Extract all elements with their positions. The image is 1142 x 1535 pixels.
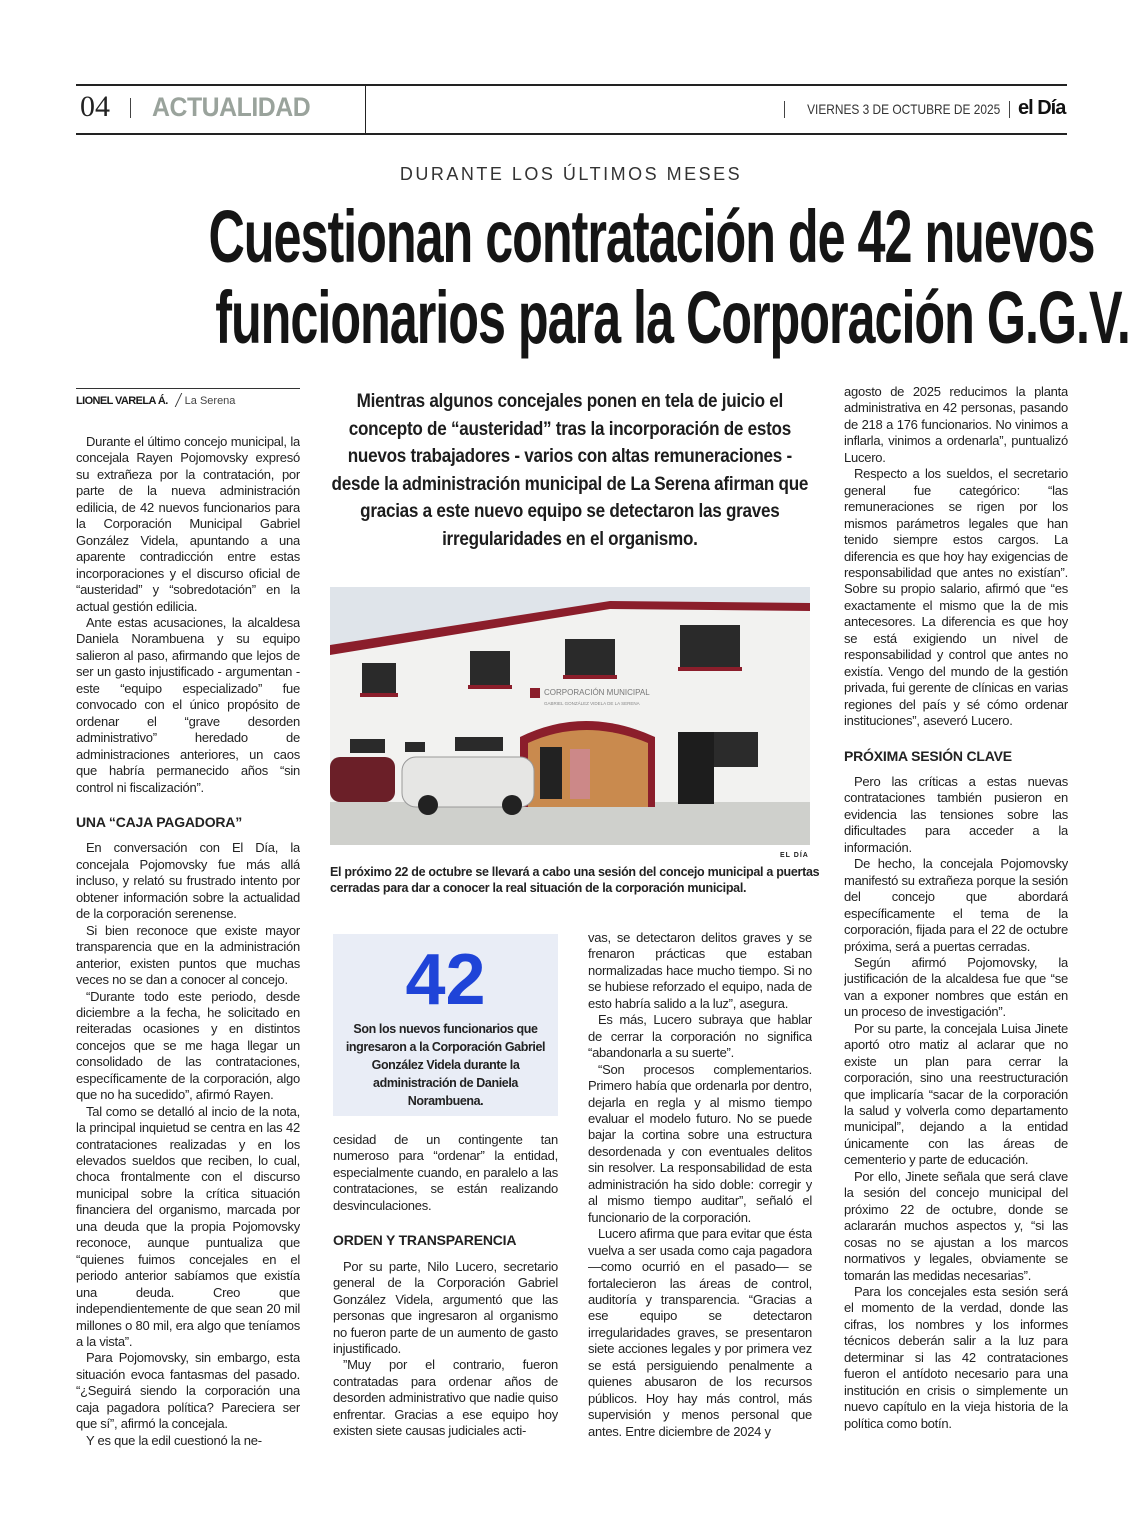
header-bottom-rule [76, 133, 1067, 135]
paragraph: cesidad de un contingente tan numeroso para “ordenar” la entidad, especialmente cuando, en paralelo a las contrataciones, se están realizando desvinculaciones. [333, 1132, 558, 1213]
paragraph: Según afirmó Pojomovsky, la justificación de la alcaldesa fue que “se van a exponer nombres que están en un proceso de investigación”. [844, 954, 1068, 1020]
paragraph: En conversación con El Día, la concejala Pojomovsky fue más allá incluso, y relató su frustrado intento por obtener información sobre la actualidad de la corporación serenense. [76, 840, 300, 922]
headline-line-2 [0, 278, 1142, 358]
pedestrian [540, 747, 562, 799]
paragraph: ”Muy por el contrario, fueron contratadas para ordenar años de desorden administrativo que nadie quiso enfrentar. Gracias a ese equipo hoy existen siete causas judiciales acti- [333, 1357, 558, 1439]
divider [130, 98, 131, 118]
header-vertical-rule [365, 84, 366, 134]
slash-divider [174, 393, 182, 407]
fact-number: 42 [405, 940, 486, 1020]
column-2 [333, 1132, 558, 1465]
paragraph: Para los concejales esta sesión será el momento de la verdad, donde las cifras, los nombres y los informes técnicos deberán salir a la luz para determinar si las 42 contrataciones fueron el antídoto necesario para una institución en crisis o simplemente un nuevo capítulo en la vieja historia de la política como botín. [844, 1284, 1068, 1431]
sign-text: CORPORACIÓN MUNICIPAL [544, 688, 650, 697]
paragraph: agosto de 2025 reducimos la planta administrativa en 42 personas, pasando de 218 a 176 funcionarios. No vinimos a inflarla, vinimos a ordenarla”, puntualizó Lucero. [844, 384, 1068, 465]
paragraph: Para Pojomovsky, sin embargo, esta situación evoca fantasmas del pasado. “¿Seguirá siendo la corporación una caja pagadora política? Pareciera ser que sí”, afirmó la concejala. [76, 1350, 300, 1432]
subhead: ORDEN Y TRANSPARENCIA [333, 1232, 517, 1249]
photo-credit: EL DÍA [780, 852, 809, 859]
door [678, 732, 714, 804]
paragraph: De hecho, la concejala Pojomovsky manifestó su extrañeza porque la sesión del concejo que abordará específicamente el tema de la corporación, fijada para el 22 de octubre próxima, será a puertas cerradas. [844, 856, 1068, 954]
header-top-rule [76, 84, 1067, 86]
paragraph: Por ello, Jinete señala que será clave la sesión del concejo municipal del próximo 22 de octubre, donde se aclararán muchos aspectos y, “si las cosas no se ajustan a los marcos normativos y legales, obviamente se tomarán las medidas necesarias”. [844, 1168, 1068, 1283]
section-title: ACTUALIDAD [152, 92, 311, 122]
subhead: PRÓXIMA SESIÓN CLAVE [844, 747, 1012, 764]
headline-text: funcionarios para la Corporación G.G.V. [215, 276, 1130, 359]
fact-text: Son los nuevos funcionarios que ingresaron a la Corporación Gabriel González Videla durante la administración de Daniela Norambuena. [345, 1022, 546, 1108]
paragraph: Si bien reconoce que existe mayor transparencia que en la administración anterior, existen puntos que muchas veces no se dan a conocer al concejo. [76, 922, 300, 988]
paragraph: Pero las críticas a estas nuevas contrataciones también pusieron en evidencia las tensiones sobre las dificultades para acceder a la información. [844, 773, 1068, 855]
paragraph: Y es que la edil cuestionó la ne- [86, 1432, 262, 1448]
building-photo [330, 587, 810, 845]
issue-date: VIERNES 3 DE OCTUBRE DE 2025 [806, 101, 1000, 117]
headline-text: Cuestionan contratación de 42 nuevos [208, 195, 1095, 278]
byline-author: LIONEL VARELA Á. [76, 395, 168, 407]
paragraph: Ante estas acusaciones, la alcaldesa Daniela Norambuena y su equipo salieron al paso, afirmando que lejos de ser un gasto injustificado - argumentan - este “equipo especializado” fue convocado con el único propósito de ordenar el “grave desorden administrativo” heredado de administraciones anteriores, un caos que habría permanecido años “sin control ni fiscalización”. [76, 614, 300, 795]
divider [784, 101, 785, 118]
byline [76, 388, 300, 407]
paragraph: Durante el último concejo municipal, la concejala Rayen Pojomovsky expresó su extrañeza por la contratación, por parte de la nueva administración edilicia, de 42 nuevos funcionarios para la Corporación Municipal Gabriel González Videla, apuntando a una aparente contradicción entre estas incorporaciones y el discurso oficial de “austeridad” y “sobredotación” en la actual gestión edilicia. [76, 434, 300, 614]
page-number: 04 [80, 90, 110, 123]
article-photo [330, 587, 810, 845]
newspaper-logo: el Día [1018, 97, 1066, 119]
byline-place: La Serena [184, 395, 236, 407]
red-car [330, 757, 395, 802]
pedestrian [570, 749, 590, 799]
sign-text: GABRIEL GONZÁLEZ VIDELA DE LA SERENA [544, 701, 640, 706]
subhead: UNA “CAJA PAGADORA” [76, 813, 243, 830]
paragraph: Lucero afirma que para evitar que ésta vuelva a ser usada como caja pagadora —como ocurrió en el pasado— se fortalecieron las áreas de control, auditoría y transparencia. “Gracias a ese equipo se detectaron irregularidades graves, se presentaron siete acciones legales y por primera vez se está persiguiendo penalmente a quienes abusaron de los recursos públicos. Hoy hay más control, más supervisión y menos personal que antes. Entre diciembre de 2024 y [588, 1226, 812, 1439]
paragraph: Es más, Lucero subraya que hablar de cerrar la corporación no significa “abandonarla a su suerte”. [588, 1012, 812, 1061]
column-3 [588, 930, 812, 1465]
paragraph: Por su parte, Nilo Lucero, secretario general de la Corporación Gabriel González Videla, argumentó que las personas que ingresaron al organismo no fueron parte de un aumento de gasto injustificado. [333, 1258, 558, 1356]
column-4 [844, 384, 1068, 1464]
headline-line-1 [0, 197, 1142, 277]
paragraph: “Son procesos complementarios. Primero había que ordenarla por dentro, dejarla en regla y al mismo tiempo evaluar el modelo futuro. No se puede bajar la cortina sobre una estructura desordenada y con eventuales delitos sin resolver. La responsabilidad de esta administración ha sido doble: corregir y al mismo tiempo auditar”, señaló el funcionario de la corporación. [588, 1061, 812, 1225]
paragraph: Tal como se detalló al incio de la nota, la principal inquietud se centra en las 42 contrataciones realizadas y en los elevados sueldos que reciben, lo cual, choca frontalmente con el discurso municipal sobre la crítica situación financiera del organismo, marcada por una deuda que la propia Pojomovsky reconoce, aunque puntualiza que “quienes fuimos concejales en el periodo anterior sabíamos que existía una deuda. Creo que independientemente de que sean 20 mil millones o 80 mil, era algo que teníamos a la vista”. [76, 1103, 300, 1350]
column-1 [76, 434, 300, 1464]
paragraph: vas, se detectaron delitos graves y se frenaron prácticas que estaban normalizadas hace mucho tiempo. Si no se hubiese reforzado el equipo, nada de esto habría salido a la luz”, asegura. [588, 930, 812, 1011]
lead-paragraph [330, 388, 810, 578]
fact-box [333, 934, 558, 1116]
kicker: DURANTE LOS ÚLTIMOS MESES [399, 164, 743, 184]
paragraph: Por su parte, la concejala Luisa Jinete aportó otro matiz al aclarar que no existe un plan para cerrar la corporación, sino una reestructuración que implicaría “sacar de la corporación la salud y volverla como departamento municipal”, dejando a la entidad únicamente con las áreas de cementerio y parte de educación. [844, 1020, 1068, 1168]
paragraph: Respecto a los sueldos, el secretario general fue categórico: “las remuneraciones se rigen por los mismos parámetros legales que han tenido siempre estos cargos. La diferencia es que hoy hay exigencias de responsabilidad que antes no existían”. Sobre su propio salario, afirmó que “es exactamente el mismo que la de mis antecesores. La diferencia es que hoy se está exigiendo un nivel de responsabilidad y control que antes no existía. Vengo del mundo de la gestión privada, fui gerente de clínicas en varias regiones del país y sé cómo ordenar instituciones”, aseveró Lucero. [844, 466, 1068, 729]
photo-caption: El próximo 22 de octubre se llevará a cabo una sesión del concejo municipal a puertas cerradas para dar a conocer la real situación de la corporación municipal. [330, 865, 820, 895]
sidewalk [330, 802, 810, 845]
divider [1009, 101, 1010, 118]
lead-text: Mientras algunos concejales ponen en tela de juicio el concepto de “austeridad” tras la incorporación de estos nuevos trabajadores - varios con altas remuneraciones - desde la administración municipal de La Serena afirman que gracias a este nuevo equipo se detectaron las graves irregularidades en el organismo. [331, 391, 809, 550]
paragraph: “Durante todo este periodo, desde diciembre a la fecha, he solicitado en reiteradas ocasiones y en distintos concejos que se me haga llegar un consolidado de las contrataciones, específicamente de la corporación, algo que no ha sucedido”, afirmó Rayen. [76, 988, 300, 1103]
